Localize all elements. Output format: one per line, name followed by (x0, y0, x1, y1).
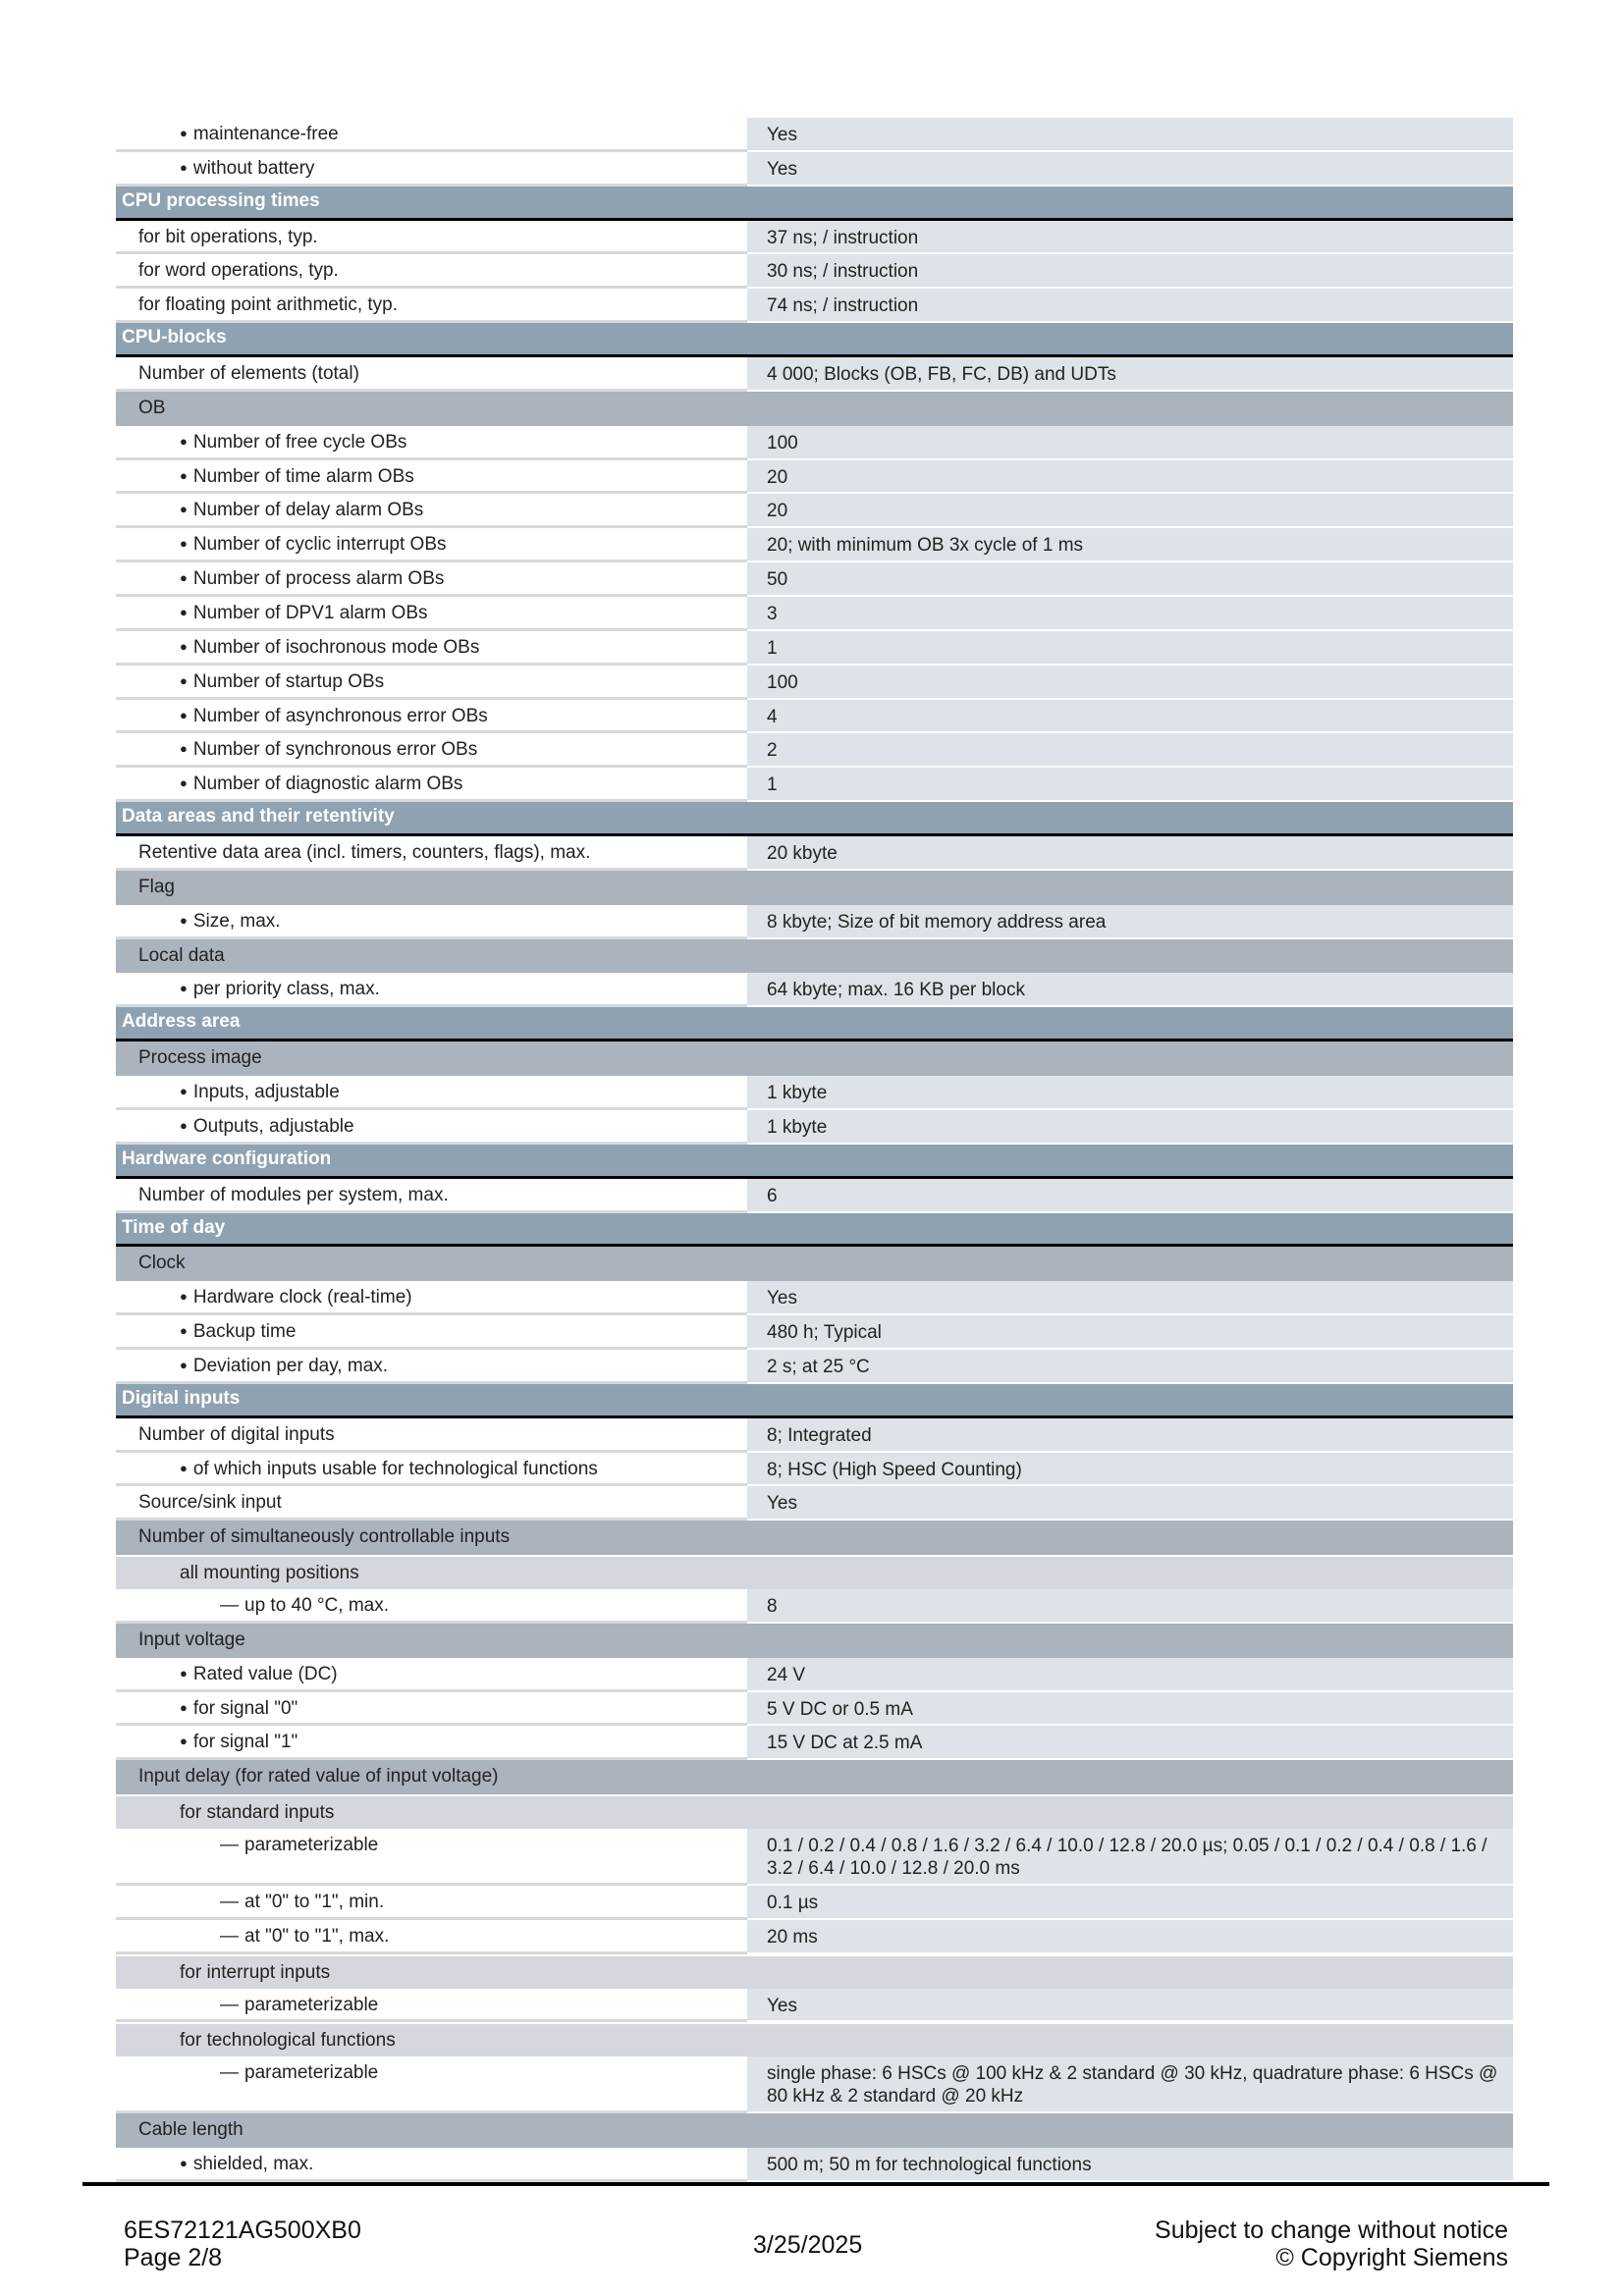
spec-label-cell (116, 2056, 747, 2113)
dash-icon: — (220, 1594, 239, 1616)
spec-row (116, 460, 1513, 495)
spec-label: at "0" to "1", max. (244, 1925, 390, 1947)
spec-label-cell (116, 392, 747, 426)
spec-value: 20 kbyte (747, 836, 1513, 871)
spec-value (747, 187, 1513, 218)
spec-label-cell (116, 1486, 747, 1521)
spec-value: 4 (747, 700, 1513, 734)
spec-label: Number of process alarm OBs (192, 568, 445, 590)
spec-label-cell (116, 1007, 747, 1039)
bullet-icon: ● (180, 981, 188, 996)
subgroup-row (116, 2022, 1513, 2056)
spec-label-cell (116, 1726, 747, 1760)
spec-value: 74 ns; / instruction (747, 289, 1513, 323)
spec-value: 1 kbyte (747, 1076, 1513, 1110)
spec-label-cell (116, 939, 747, 974)
spec-label-cell (116, 631, 747, 666)
spec-row (116, 357, 1513, 392)
spec-row (116, 1920, 1513, 1954)
spec-value: 8 kbyte; Size of bit memory address area (747, 905, 1513, 939)
group-row (116, 1247, 1513, 1281)
spec-label-cell (116, 2148, 747, 2182)
spec-label-cell (116, 1886, 747, 1920)
spec-row (116, 973, 1513, 1007)
spec-value (747, 939, 1513, 974)
spec-label: parameterizable (244, 1834, 379, 1855)
spec-label-cell (116, 254, 747, 289)
spec-label: Time of day (122, 1216, 226, 1238)
spec-label: Number of DPV1 alarm OBs (192, 603, 428, 624)
group-row (116, 871, 1513, 905)
group-row (116, 1041, 1513, 1076)
spec-value (747, 1145, 1513, 1176)
spec-row (116, 1350, 1513, 1384)
spec-label-cell (116, 1624, 747, 1658)
spec-label-cell (116, 1350, 747, 1384)
spec-label: Hardware clock (real-time) (192, 1287, 412, 1308)
spec-label: Inputs, adjustable (192, 1082, 340, 1103)
copyright: © Copyright Siemens (1275, 2244, 1508, 2271)
spec-label: of which inputs usable for technological functions (192, 1458, 598, 1479)
group-row (116, 392, 1513, 426)
spec-value (747, 1557, 1513, 1589)
bullet-icon: ● (180, 741, 188, 757)
spec-value: 100 (747, 426, 1513, 460)
spec-label: for word operations, typ. (138, 260, 339, 282)
spec-row (116, 289, 1513, 323)
spec-label-cell (116, 1384, 747, 1415)
spec-value: Yes (747, 1989, 1513, 2023)
spec-value (747, 2113, 1513, 2148)
spec-value: 1 kbyte (747, 1110, 1513, 1145)
spec-label: Number of time alarm OBs (192, 465, 414, 487)
spec-label-cell (116, 1521, 747, 1555)
bullet-icon: ● (180, 570, 188, 586)
spec-row (116, 254, 1513, 289)
spec-value (747, 1041, 1513, 1076)
spec-label-cell (116, 1315, 747, 1350)
spec-value: 50 (747, 562, 1513, 597)
section-header (116, 187, 1513, 221)
spec-label-cell (116, 1589, 747, 1624)
bullet-icon: ● (180, 536, 188, 552)
section-header (116, 1145, 1513, 1179)
spec-label: per priority class, max. (192, 979, 380, 1000)
spec-row (116, 1726, 1513, 1760)
spec-label: Number of isochronous mode OBs (192, 636, 480, 658)
spec-row (116, 221, 1513, 255)
spec-label: for signal "0" (192, 1697, 298, 1719)
bullet-icon: ● (180, 1289, 188, 1305)
spec-value (747, 871, 1513, 905)
spec-label-cell (116, 1213, 747, 1245)
spec-row (116, 597, 1513, 631)
footer-left (124, 2216, 361, 2271)
spec-value: 15 V DC at 2.5 mA (747, 1726, 1513, 1760)
spec-label-cell (116, 1076, 747, 1110)
spec-value: 8; Integrated (747, 1418, 1513, 1453)
spec-label-cell (116, 1956, 747, 1989)
spec-value: 64 kbyte; max. 16 KB per block (747, 973, 1513, 1007)
spec-value: 1 (747, 631, 1513, 666)
spec-label-cell (116, 802, 747, 833)
bullet-icon: ● (180, 159, 188, 175)
spec-label: Input delay (for rated value of input voltage) (138, 1766, 499, 1788)
spec-label: Number of diagnostic alarm OBs (192, 774, 463, 795)
group-row (116, 1624, 1513, 1658)
spec-value: 0.1 / 0.2 / 0.4 / 0.8 / 1.6 / 3.2 / 6.4 / 10.0 / 12.8 / 20.0 µs; 0.05 / 0.1 / 0.2 / 0.4 / 0.8 / 1.6 / 3.2 / 6.4 / 10.0 / 12.8 / 20.0 ms (747, 1829, 1513, 1886)
spec-label-cell (116, 1281, 747, 1315)
spec-row (116, 733, 1513, 768)
spec-value (747, 1247, 1513, 1281)
spec-value (747, 1760, 1513, 1794)
dash-icon: — (220, 1925, 239, 1947)
spec-row (116, 905, 1513, 939)
spec-label-cell (116, 700, 747, 734)
bullet-icon: ● (180, 605, 188, 620)
spec-label: at "0" to "1", min. (244, 1891, 385, 1912)
spec-label: Process image (138, 1047, 262, 1069)
spec-row (116, 426, 1513, 460)
spec-row (116, 1886, 1513, 1920)
spec-label: Digital inputs (122, 1387, 241, 1409)
spec-label-cell (116, 1418, 747, 1453)
spec-label: Outputs, adjustable (192, 1115, 354, 1137)
spec-value: 20; with minimum OB 3x cycle of 1 ms (747, 528, 1513, 562)
spec-label-cell (116, 1110, 747, 1145)
spec-label-cell (116, 1179, 747, 1213)
spec-row (116, 528, 1513, 562)
section-header (116, 802, 1513, 836)
spec-table (116, 118, 1513, 2182)
spec-label-cell (116, 733, 747, 768)
spec-value (747, 1213, 1513, 1245)
spec-label-cell (116, 357, 747, 392)
footer-right (1155, 2216, 1508, 2271)
spec-label: Retentive data area (incl. timers, counters, flags), max. (138, 842, 591, 864)
bullet-icon: ● (180, 2156, 188, 2171)
spec-value: 5 V DC or 0.5 mA (747, 1692, 1513, 1727)
spec-label-cell (116, 2113, 747, 2148)
footer-date: 3/25/2025 (753, 2231, 863, 2259)
spec-label: Number of simultaneously controllable inputs (138, 1526, 511, 1548)
spec-label: Number of delay alarm OBs (192, 500, 424, 521)
dash-icon: — (220, 2062, 239, 2084)
bullet-icon: ● (180, 912, 188, 928)
spec-value: 2 (747, 733, 1513, 768)
section-header (116, 1384, 1513, 1418)
bullet-icon: ● (180, 1734, 188, 1749)
change-notice: Subject to change without notice (1155, 2216, 1508, 2244)
spec-label: CPU processing times (122, 189, 320, 211)
spec-value (747, 1521, 1513, 1555)
spec-row (116, 768, 1513, 802)
spec-label: Deviation per day, max. (192, 1355, 389, 1376)
spec-row (116, 2148, 1513, 2182)
bullet-icon: ● (180, 638, 188, 654)
spec-label: Cable length (138, 2119, 243, 2141)
spec-value (747, 1796, 1513, 1829)
spec-label-cell (116, 1658, 747, 1692)
spec-row (116, 700, 1513, 734)
spec-value: 6 (747, 1179, 1513, 1213)
spec-value: 0.1 µs (747, 1886, 1513, 1920)
spec-label: Number of cyclic interrupt OBs (192, 534, 447, 556)
spec-label: Number of asynchronous error OBs (192, 705, 488, 726)
spec-row (116, 1418, 1513, 1453)
group-row (116, 1760, 1513, 1794)
group-row (116, 939, 1513, 974)
spec-row (116, 1829, 1513, 1886)
bullet-icon: ● (180, 502, 188, 517)
spec-label-cell (116, 1453, 747, 1487)
spec-label: for standard inputs (180, 1802, 335, 1824)
spec-label: Data areas and their retentivity (122, 806, 395, 828)
spec-row (116, 1486, 1513, 1521)
spec-row (116, 1110, 1513, 1145)
spec-row (116, 1076, 1513, 1110)
section-header (116, 1007, 1513, 1041)
spec-label-cell (116, 494, 747, 528)
spec-label: Number of elements (total) (138, 363, 359, 385)
spec-value: Yes (747, 118, 1513, 152)
spec-row (116, 1179, 1513, 1213)
spec-label-cell (116, 460, 747, 495)
spec-label-cell (116, 1796, 747, 1829)
spec-label: maintenance-free (192, 124, 339, 144)
spec-value (747, 1007, 1513, 1039)
section-header (116, 1213, 1513, 1248)
spec-label: Rated value (DC) (192, 1663, 338, 1684)
dash-icon: — (220, 1834, 239, 1855)
spec-label: CPU-blocks (122, 327, 227, 348)
spec-value (747, 802, 1513, 833)
spec-label: for signal "1" (192, 1732, 298, 1753)
bullet-icon: ● (180, 775, 188, 791)
spec-row (116, 1281, 1513, 1315)
bullet-icon: ● (180, 1357, 188, 1372)
spec-value (747, 2024, 1513, 2056)
spec-label: Number of startup OBs (192, 670, 385, 692)
spec-row (116, 1315, 1513, 1350)
spec-value (747, 1624, 1513, 1658)
spec-value: 3 (747, 597, 1513, 631)
spec-value: 500 m; 50 m for technological functions (747, 2148, 1513, 2182)
subgroup-row (116, 1794, 1513, 1829)
spec-value: 20 ms (747, 1920, 1513, 1954)
bullet-icon: ● (180, 672, 188, 688)
spec-label: for technological functions (180, 2030, 396, 2052)
spec-label-cell (116, 1829, 747, 1886)
spec-label-cell (116, 1760, 747, 1794)
spec-label-cell (116, 289, 747, 323)
spec-row (116, 1989, 1513, 2023)
spec-label: all mounting positions (180, 1563, 359, 1584)
section-header (116, 323, 1513, 357)
spec-row (116, 1658, 1513, 1692)
spec-label: Input voltage (138, 1629, 245, 1650)
spec-row (116, 1453, 1513, 1487)
spec-value: Yes (747, 1281, 1513, 1315)
spec-label-cell (116, 973, 747, 1007)
spec-label: Number of free cycle OBs (192, 431, 407, 453)
spec-value (747, 392, 1513, 426)
spec-label: Address area (122, 1011, 241, 1033)
spec-label-cell (116, 905, 747, 939)
spec-label-cell (116, 1247, 747, 1281)
dash-icon: — (220, 1891, 239, 1912)
spec-value: Yes (747, 152, 1513, 187)
bullet-icon: ● (180, 1699, 188, 1715)
spec-label-cell (116, 1041, 747, 1076)
spec-label-cell (116, 426, 747, 460)
spec-label: parameterizable (244, 1994, 379, 2015)
spec-row (116, 1692, 1513, 1727)
spec-label-cell (116, 1920, 747, 1954)
bullet-icon: ● (180, 707, 188, 722)
group-row (116, 2113, 1513, 2148)
bullet-icon: ● (180, 433, 188, 449)
spec-label-cell (116, 323, 747, 354)
spec-value: 20 (747, 460, 1513, 495)
spec-value: 2 s; at 25 °C (747, 1350, 1513, 1384)
spec-label: Backup time (192, 1321, 297, 1343)
spec-label: Hardware configuration (122, 1148, 332, 1169)
spec-value: 37 ns; / instruction (747, 221, 1513, 255)
spec-label-cell (116, 597, 747, 631)
spec-value: 100 (747, 666, 1513, 700)
spec-label-cell (116, 187, 747, 218)
bullet-icon: ● (180, 467, 188, 483)
spec-label: Clock (138, 1253, 186, 1274)
spec-label-cell (116, 1989, 747, 2023)
spec-value: 8 (747, 1589, 1513, 1624)
spec-label: up to 40 °C, max. (244, 1594, 389, 1616)
bullet-icon: ● (180, 1665, 188, 1681)
spec-label-cell (116, 562, 747, 597)
spec-label: for floating point arithmetic, typ. (138, 294, 399, 316)
spec-label-cell (116, 118, 747, 152)
spec-value: 480 h; Typical (747, 1315, 1513, 1350)
spec-label: for interrupt inputs (180, 1961, 331, 1983)
spec-label-cell (116, 666, 747, 700)
spec-value: single phase: 6 HSCs @ 100 kHz & 2 standard @ 30 kHz, quadrature phase: 6 HSCs @ 80 kHz & 2 standard @ 20 kHz (747, 2056, 1513, 2113)
spec-label: Source/sink input (138, 1492, 282, 1514)
spec-row (116, 118, 1513, 152)
spec-label: without battery (192, 157, 315, 179)
bullet-icon: ● (180, 1117, 188, 1133)
spec-value (747, 1384, 1513, 1415)
spec-label-cell (116, 152, 747, 187)
spec-row (116, 666, 1513, 700)
subgroup-row (116, 1954, 1513, 1989)
spec-label-cell (116, 836, 747, 871)
spec-value: Yes (747, 1486, 1513, 1521)
spec-row (116, 1589, 1513, 1624)
spec-label: Number of digital inputs (138, 1423, 335, 1445)
spec-label: shielded, max. (192, 2154, 314, 2175)
spec-row (116, 562, 1513, 597)
spec-row (116, 836, 1513, 871)
bullet-icon: ● (180, 126, 188, 140)
order-number: 6ES72121AG500XB0 (124, 2216, 361, 2244)
bullet-icon: ● (180, 1323, 188, 1339)
spec-value: 30 ns; / instruction (747, 254, 1513, 289)
bullet-icon: ● (180, 1084, 188, 1099)
spec-label-cell (116, 768, 747, 802)
spec-label-cell (116, 221, 747, 255)
spec-value: 20 (747, 494, 1513, 528)
spec-label-cell (116, 528, 747, 562)
subgroup-row (116, 1555, 1513, 1589)
spec-label: parameterizable (244, 2062, 379, 2084)
spec-label: Local data (138, 944, 225, 966)
spec-label-cell (116, 1692, 747, 1727)
spec-value: 1 (747, 768, 1513, 802)
page-number: Page 2/8 (124, 2244, 223, 2271)
bullet-icon: ● (180, 1460, 188, 1475)
spec-label-cell (116, 1557, 747, 1589)
spec-label: for bit operations, typ. (138, 226, 318, 247)
group-row (116, 1521, 1513, 1555)
spec-value: 24 V (747, 1658, 1513, 1692)
spec-row (116, 2056, 1513, 2113)
dash-icon: — (220, 1994, 239, 2015)
spec-row (116, 494, 1513, 528)
spec-value (747, 323, 1513, 354)
spec-row (116, 631, 1513, 666)
spec-label-cell (116, 871, 747, 905)
spec-label: Number of synchronous error OBs (192, 739, 478, 761)
spec-value: 8; HSC (High Speed Counting) (747, 1453, 1513, 1487)
spec-label-cell (116, 2024, 747, 2056)
spec-label: Flag (138, 876, 175, 897)
spec-label: Size, max. (192, 910, 281, 932)
spec-value (747, 1956, 1513, 1989)
spec-label-cell (116, 1145, 747, 1176)
spec-label: Number of modules per system, max. (138, 1184, 449, 1205)
spec-label: OB (138, 397, 166, 418)
footer-divider (82, 2182, 1549, 2186)
spec-value: 4 000; Blocks (OB, FB, FC, DB) and UDTs (747, 357, 1513, 392)
spec-row (116, 152, 1513, 187)
